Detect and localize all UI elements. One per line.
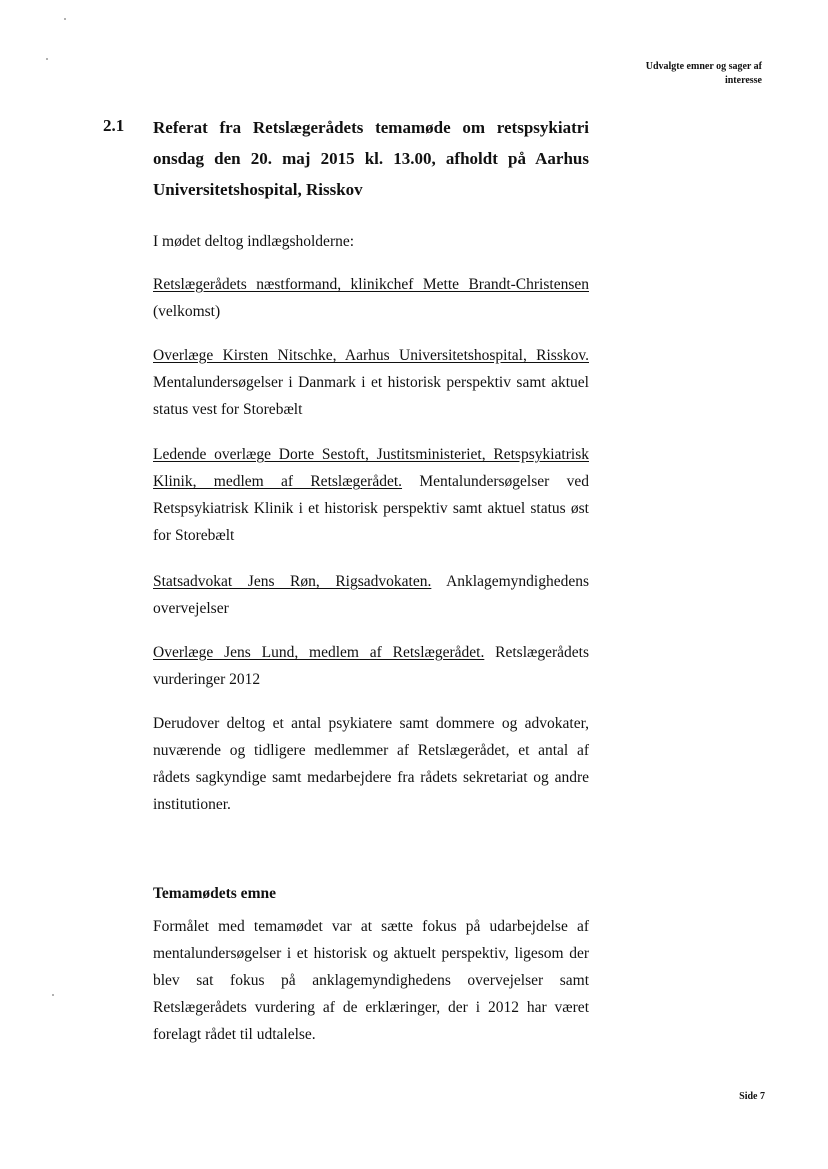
attendance-paragraph: Derudover deltog et antal psykiatere samt dommere og advokater, nuværende og tidligere medlemmer af Retslægerådet, et antal af rådets sagkyndige samt medarbejdere fra rådets sekretariat og andre institutioner. [153,715,589,813]
intro-text: I mødet deltog indlægsholderne: [153,233,355,250]
page-number: Side 7 [739,1091,765,1102]
scan-speck [64,18,66,20]
speaker-topic: Retslægerådets vurderinger 2012 [153,644,589,688]
speaker-name: Statsadvokat Jens Røn, Rigsadvokaten. [153,573,432,590]
speaker-topic: Mentalundersøgelser ved Retspsykiatrisk Klinik i et historisk perspektiv samt aktuel status øst for Storebælt [153,473,589,544]
header-line-1: Udvalgte emner og sager af [645,61,762,72]
speaker-name: Overlæge Kirsten Nitschke, Aarhus Universitetshospital, Risskov. [153,347,589,364]
speaker-name: Ledende overlæge Dorte Sestoft, Justitsministeriet, Retspsykiatrisk Klinik, medlem af Retslægerådet. [153,446,589,490]
speaker-entry [153,441,589,549]
speaker-entry [153,568,589,622]
speaker-entry [153,342,589,423]
speaker-name: Overlæge Jens Lund, medlem af Retslægerådet. [153,644,485,661]
speaker-entry [153,639,589,693]
header-line-2: interesse [724,75,762,86]
theme-paragraph: Formålet med temamødet var at sætte fokus på udarbejdelse af mentalundersøgelser i et historisk og aktuelt perspektiv, ligesom der blev sat fokus på anklagemyndighedens overvejelser samt Retslægerådets vurdering af de erklæringer, der i 2012 har været forelagt rådet til udtalelse. [153,918,589,1043]
scan-speck [52,994,54,996]
speaker-entry [153,271,589,325]
theme-heading: Temamødets emne [153,885,276,902]
section-title: Referat fra Retslægerådets temamøde om retspsykiatri onsdag den 20. maj 2015 kl. 13.00, afholdt på Aarhus Universitetshospital, Risskov [153,118,589,199]
speaker-topic: Mentalundersøgelser i Danmark i et historisk perspektiv samt aktuel status vest for Storebælt [153,374,589,418]
section-number: 2.1 [103,116,125,135]
speaker-topic: (velkomst) [153,303,221,320]
speaker-name: Retslægerådets næstformand, klinikchef Mette Brandt-Christensen [153,276,589,293]
speaker-topic: Anklagemyndighedens overvejelser [153,573,589,617]
scan-speck [46,58,48,60]
running-header [646,60,762,88]
